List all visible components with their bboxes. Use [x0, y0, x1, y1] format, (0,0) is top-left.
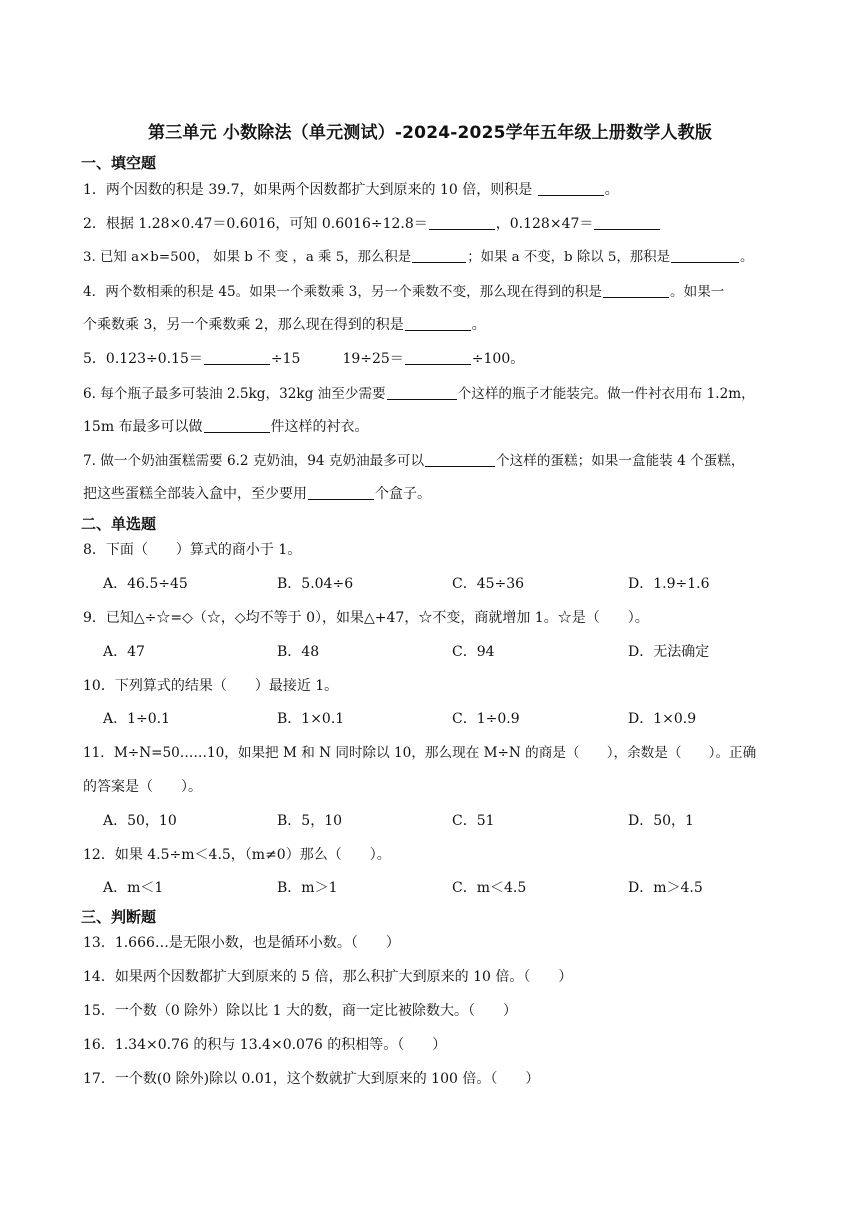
- option-a[interactable]: A．47: [103, 644, 145, 660]
- option-d[interactable]: D．m＞4.5: [628, 880, 703, 896]
- question-text: 3. 已知 a×b=500， 如果 b 不 变 ，a 乘 5，那么积是: [83, 250, 412, 265]
- option-c[interactable]: C．1÷0.9: [452, 711, 520, 727]
- option-b[interactable]: B．m＞1: [277, 880, 338, 896]
- section-heading-fill: 一、填空题: [81, 154, 157, 172]
- question-9: 9．已知△÷☆=◇（☆，◇均不等于 0），如果△+47，☆不变，商就增加 1。☆是（ ）。: [83, 610, 649, 626]
- option-d[interactable]: D．1×0.9: [628, 711, 697, 727]
- question-6: [83, 385, 808, 403]
- question-text: 。: [604, 182, 619, 198]
- question-text: 个盒子。: [375, 486, 431, 502]
- question-text: 7. 做一个奶油蛋糕需要 6.2 克奶油，94 克奶油最多可以: [83, 453, 425, 469]
- answer-blank[interactable]: [204, 418, 270, 433]
- question-10: 10．下列算式的结果（ ）最接近 1。: [83, 678, 339, 694]
- question-text: 个这样的蛋糕；如果一盒能装 4 个蛋糕，: [496, 453, 745, 469]
- question-17: 17．一个数(0 除外)除以 0.01，这个数就扩大到原来的 100 倍。（ ）: [83, 1071, 540, 1087]
- question-text: ；如果 a 不变，b 除以 5，那积是: [467, 250, 670, 265]
- question-text: 5．0.123÷0.15＝: [83, 351, 203, 367]
- question-text: 6. 每个瓶子最多可装油 2.5kg，32kg 油至少需要: [83, 386, 386, 402]
- option-a[interactable]: A．m＜1: [103, 880, 164, 896]
- answer-blank[interactable]: [538, 181, 604, 196]
- question-12: 12．如果 4.5÷m＜4.5，（m≠0）那么（ ）。: [83, 847, 391, 863]
- option-b[interactable]: B．48: [277, 644, 320, 660]
- question-2: [83, 215, 808, 233]
- question-text: 19÷25＝: [342, 351, 404, 367]
- question-text: 15m 布最多可以做: [83, 419, 203, 435]
- question-4-cont: [83, 316, 808, 334]
- answer-blank[interactable]: [425, 452, 495, 467]
- question-3: [83, 248, 808, 267]
- answer-blank[interactable]: [405, 316, 471, 331]
- question-text: 。: [471, 317, 486, 333]
- answer-blank[interactable]: [204, 350, 270, 365]
- question-16: 16．1.34×0.76 的积与 13.4×0.076 的积相等。（ ）: [83, 1037, 447, 1053]
- question-text: 件这样的衬衣。: [270, 419, 369, 435]
- answer-blank[interactable]: [387, 385, 457, 400]
- question-15: 15．一个数（0 除外）除以比 1 大的数，商一定比被除数大。（ ）: [83, 1003, 517, 1019]
- option-a[interactable]: A．46.5÷45: [103, 576, 188, 592]
- option-c[interactable]: C．94: [452, 644, 495, 660]
- option-b[interactable]: B．1×0.1: [277, 711, 345, 727]
- question-text: 个乘数乘 3，另一个乘数乘 2，那么现在得到的积是: [83, 317, 404, 333]
- option-d[interactable]: D．1.9÷1.6: [628, 576, 710, 592]
- question-7-cont: [83, 485, 808, 503]
- page-title: 第三单元 小数除法（单元测试）-2024-2025学年五年级上册数学人教版: [147, 123, 713, 143]
- section-heading-judge: 三、判断题: [81, 908, 157, 926]
- question-text: 个这样的瓶子才能装完。做一件衬衣用布 1.2m，: [457, 386, 755, 402]
- answer-blank[interactable]: [429, 215, 495, 230]
- option-a[interactable]: A．1÷0.1: [103, 711, 171, 727]
- answer-blank[interactable]: [671, 248, 739, 263]
- question-14: 14．如果两个因数都扩大到原来的 5 倍，那么积扩大到原来的 10 倍。（ ）: [83, 969, 573, 985]
- question-text: 。: [739, 250, 754, 265]
- question-8: 8．下面（ ）算式的商小于 1。: [83, 542, 302, 558]
- option-b[interactable]: B．5，10: [277, 813, 343, 829]
- option-d[interactable]: D．无法确定: [628, 644, 710, 660]
- question-text: ，0.128×47＝: [495, 216, 594, 232]
- answer-blank[interactable]: [405, 350, 471, 365]
- question-11-cont: 的答案是（ ）。: [83, 779, 202, 795]
- question-13: 13．1.666…是无限小数，也是循环小数。（ ）: [83, 935, 400, 951]
- section-heading-choice: 二、单选题: [81, 515, 157, 533]
- question-1: [83, 181, 808, 199]
- answer-blank[interactable]: [412, 248, 466, 263]
- option-c[interactable]: C．45÷36: [452, 576, 525, 592]
- question-text: 。如果一: [670, 284, 725, 300]
- question-text: ÷100。: [471, 351, 525, 367]
- question-7: [83, 452, 808, 470]
- question-5: [83, 350, 808, 368]
- question-4: [83, 283, 808, 301]
- question-text: 把这些蛋糕全部装入盒中，至少要用: [83, 486, 307, 502]
- option-a[interactable]: A．50，10: [103, 813, 177, 829]
- option-b[interactable]: B．5.04÷6: [277, 576, 354, 592]
- option-c[interactable]: C．51: [452, 813, 495, 829]
- question-text: 2．根据 1.28×0.47＝0.6016，可知 0.6016÷12.8＝: [83, 216, 428, 232]
- question-11: 11．M÷N=50……10，如果把 M 和 N 同时除以 10，那么现在 M÷N 的商是（ ），余数是（ ）。正确: [83, 745, 757, 761]
- question-text: ÷15: [270, 351, 301, 367]
- answer-blank[interactable]: [594, 215, 660, 230]
- answer-blank[interactable]: [308, 485, 374, 500]
- answer-blank[interactable]: [603, 283, 669, 298]
- question-text: 4．两个数相乘的积是 45。如果一个乘数乘 3，另一个乘数不变，那么现在得到的积是: [83, 284, 603, 300]
- option-d[interactable]: D．50，1: [628, 813, 694, 829]
- question-text: 1．两个因数的积是 39.7，如果两个因数都扩大到原来的 10 倍，则积是: [83, 182, 537, 198]
- question-6-cont: [83, 418, 808, 436]
- option-c[interactable]: C．m＜4.5: [452, 880, 527, 896]
